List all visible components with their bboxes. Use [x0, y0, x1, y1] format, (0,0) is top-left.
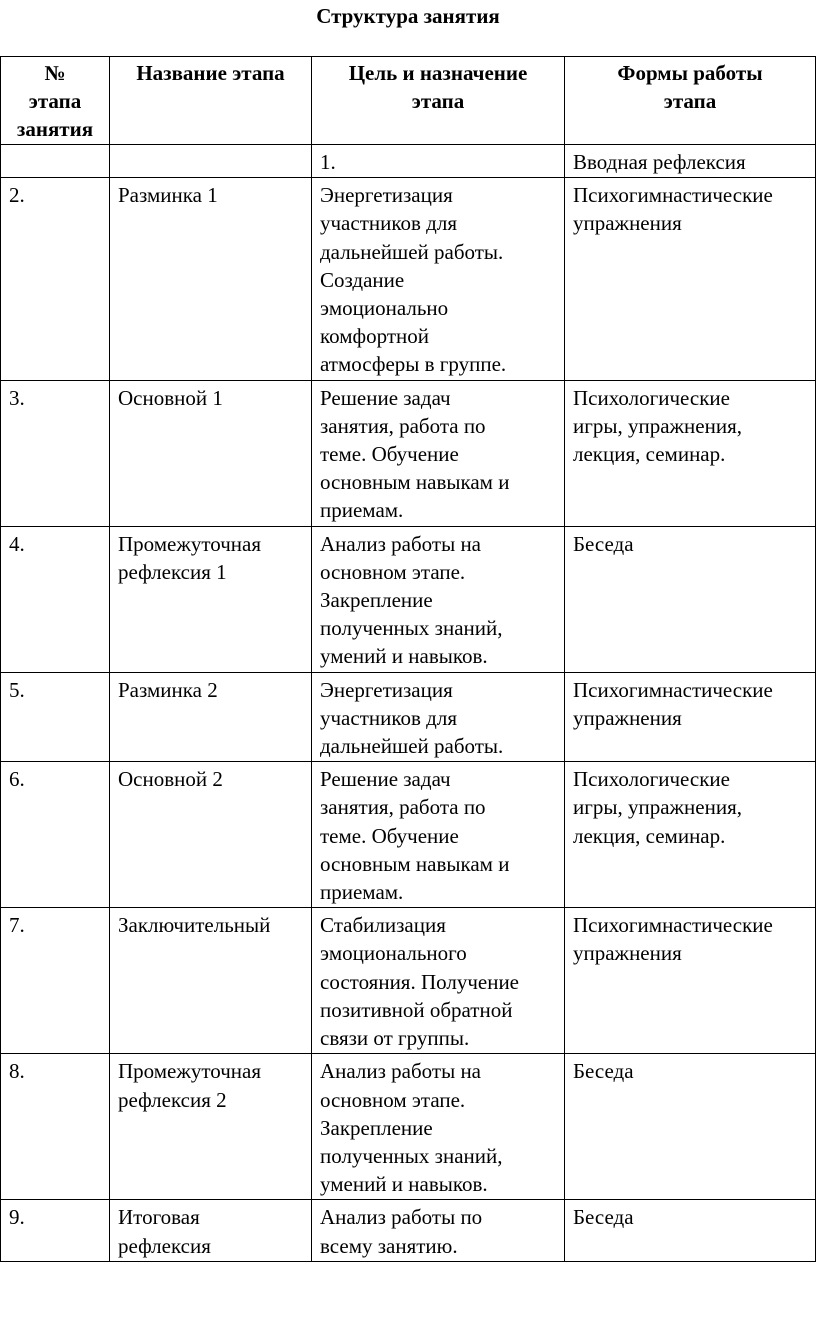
- cell-stage-number: 2.: [1, 178, 110, 380]
- table-row: [1, 672, 816, 762]
- cell-work-forms: Психогимнастические упражнения: [565, 672, 816, 762]
- cell-stage-goal: Энергетизация участников для дальнейшей работы. Создание эмоционально комфортной атмосферы в группе.: [312, 178, 565, 380]
- header-work-forms: Формы работы этапа: [565, 57, 816, 145]
- cell-stage-name: [110, 145, 312, 178]
- stages-table: [0, 56, 816, 1262]
- cell-stage-goal: Решение задач занятия, работа по теме. Обучение основным навыкам и приемам.: [312, 380, 565, 526]
- cell-work-forms: Психогимнастические упражнения: [565, 908, 816, 1054]
- cell-stage-name: Основной 2: [110, 762, 312, 908]
- cell-stage-number: 5.: [1, 672, 110, 762]
- table-row: [1, 908, 816, 1054]
- cell-stage-goal: Анализ работы на основном этапе. Закрепление полученных знаний, умений и навыков.: [312, 526, 565, 672]
- cell-stage-number: [1, 145, 110, 178]
- table-header-row: [1, 57, 816, 145]
- cell-stage-number: 6.: [1, 762, 110, 908]
- header-stage-number: № этапа занятия: [1, 57, 110, 145]
- cell-stage-number: 8.: [1, 1054, 110, 1200]
- cell-work-forms: Вводная рефлексия: [565, 145, 816, 178]
- table-row: [1, 145, 816, 178]
- cell-stage-goal: Анализ работы на основном этапе. Закрепление полученных знаний, умений и навыков.: [312, 1054, 565, 1200]
- cell-stage-name: Промежуточная рефлексия 1: [110, 526, 312, 672]
- cell-work-forms: Психологические игры, упражнения, лекция, семинар.: [565, 762, 816, 908]
- cell-stage-number: 9.: [1, 1200, 110, 1261]
- table-row: [1, 178, 816, 380]
- table-row: [1, 380, 816, 526]
- table-row: [1, 1200, 816, 1261]
- cell-work-forms: Беседа: [565, 1054, 816, 1200]
- cell-stage-name: Разминка 1: [110, 178, 312, 380]
- cell-stage-number: 4.: [1, 526, 110, 672]
- cell-stage-name: Основной 1: [110, 380, 312, 526]
- cell-work-forms: Беседа: [565, 1200, 816, 1261]
- header-stage-goal: Цель и назначение этапа: [312, 57, 565, 145]
- header-stage-name: Название этапа: [110, 57, 312, 145]
- cell-stage-number: 7.: [1, 908, 110, 1054]
- cell-stage-goal: 1.: [312, 145, 565, 178]
- table-row: [1, 526, 816, 672]
- cell-work-forms: Психологические игры, упражнения, лекция, семинар.: [565, 380, 816, 526]
- cell-work-forms: Беседа: [565, 526, 816, 672]
- cell-stage-name: Итоговая рефлексия: [110, 1200, 312, 1261]
- cell-stage-name: Заключительный: [110, 908, 312, 1054]
- table-row: [1, 762, 816, 908]
- page-title: Структура занятия: [316, 4, 500, 28]
- cell-stage-number: 3.: [1, 380, 110, 526]
- cell-stage-goal: Решение задач занятия, работа по теме. Обучение основным навыкам и приемам.: [312, 762, 565, 908]
- cell-stage-goal: Анализ работы по всему занятию.: [312, 1200, 565, 1261]
- cell-stage-name: Разминка 2: [110, 672, 312, 762]
- cell-work-forms: Психогимнастические упражнения: [565, 178, 816, 380]
- cell-stage-name: Промежуточная рефлексия 2: [110, 1054, 312, 1200]
- cell-stage-goal: Стабилизация эмоционального состояния. Получение позитивной обратной связи от группы.: [312, 908, 565, 1054]
- cell-stage-goal: Энергетизация участников для дальнейшей работы.: [312, 672, 565, 762]
- table-row: [1, 1054, 816, 1200]
